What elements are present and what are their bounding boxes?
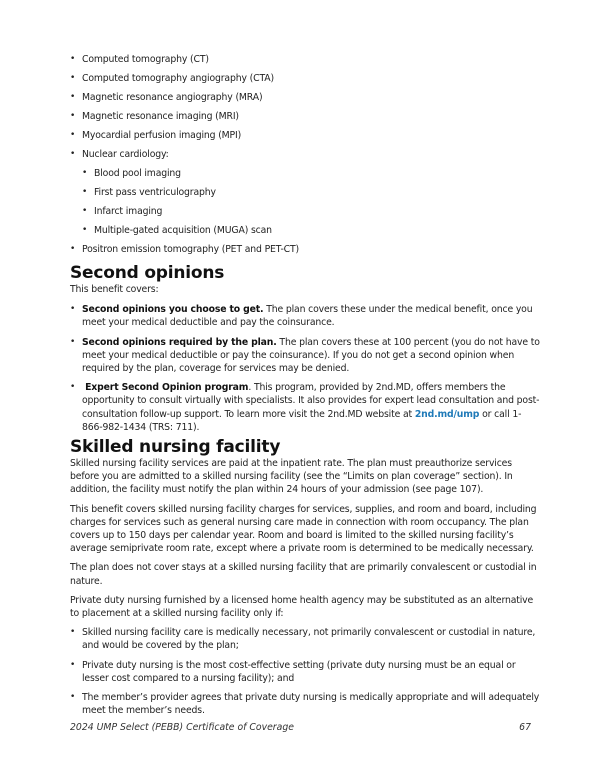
item-text: The plan covers these at 100 percent (you do not have to meet your medical deductible or pay the coinsurance). If you do not get a second opinion when required by the plan, coverage for services may be denied.: [82, 336, 540, 375]
list-item: [70, 381, 540, 434]
footer-title: 2024 UMP Select (PEBB) Certificate of Coverage: [70, 722, 294, 733]
nuclear-cardiology-sublist: [70, 167, 299, 237]
list-item: • Positron emission tomography (PET and PET-CT): [70, 243, 299, 256]
sub-list-item: • Multiple-gated acquisition (MUGA) scan: [70, 224, 299, 237]
list-item: [70, 336, 540, 376]
sub-list-item: • Infarct imaging: [70, 205, 299, 218]
item-title: Expert Second Opinion program: [82, 382, 249, 394]
sub-list-item: • Blood pool imaging: [70, 167, 299, 180]
sub-list-item: • First pass ventriculography: [70, 186, 299, 199]
list-item: • Magnetic resonance angiography (MRA): [70, 91, 299, 104]
2nd-md-link[interactable]: 2nd.md/ump: [414, 408, 480, 420]
skilled-nursing-section: [70, 437, 540, 723]
paragraph: Skilled nursing facility services are paid at the inpatient rate. The plan must preauthorize services before you are admitted to a skilled nursing facility (see the “Limits on plan coverage” section). In addition, the facility must notify the plan within 24 hours of your admission (see page 107).: [70, 458, 513, 496]
second-opinions-section: [70, 263, 540, 440]
list-item-nuclear-cardiology: [70, 148, 299, 237]
list-item: • Magnetic resonance imaging (MRI): [70, 110, 299, 123]
paragraph: This benefit covers skilled nursing facility charges for services, supplies, and room and board, including charges for services such as general nursing care made in connection with room occupancy. The plan covers up to 150 days per calendar year. Room and board is limited to the skilled nursing facility’s average semiprivate room rate, except where a private room is determined to be medically necessary.: [70, 503, 537, 555]
list-item: • Computed tomography angiography (CTA): [70, 72, 299, 85]
paragraph: Private duty nursing furnished by a licensed home health agency may be substituted as an alternative to placement at a skilled nursing facility only if:: [70, 594, 534, 620]
item-title: Second opinions you choose to get.: [82, 304, 264, 316]
page-number: 67: [519, 722, 531, 733]
second-opinions-list: [70, 303, 540, 434]
section-intro: This benefit covers:: [70, 284, 159, 295]
imaging-list: [70, 53, 299, 262]
item-text: The plan covers these under the medical benefit, once you meet your medical deductible and pay the coinsurance.: [82, 304, 533, 329]
page-footer: [70, 722, 531, 733]
item-title: Second opinions required by the plan.: [82, 336, 277, 348]
list-item: • The member’s provider agrees that private duty nursing is medically appropriate and will adequately meet the member’s needs.: [70, 691, 540, 717]
list-item: • Skilled nursing facility care is medically necessary, not primarily convalescent or custodial in nature, and would be covered by the plan;: [70, 626, 540, 652]
list-item: • Computed tomography (CT): [70, 53, 299, 66]
list-item: • Myocardial perfusion imaging (MPI): [70, 129, 299, 142]
section-heading: Skilled nursing facility: [70, 437, 281, 457]
list-item: [70, 303, 540, 329]
conditions-list: [70, 626, 540, 717]
section-heading: Second opinions: [70, 263, 225, 283]
paragraph: The plan does not cover stays at a skilled nursing facility that are primarily convalescent or custodial in nature.: [70, 562, 537, 587]
item-text-after: or call 1-866-982-1434 (TRS: 711).: [82, 408, 522, 433]
list-item: • Private duty nursing is the most cost-effective setting (private duty nursing must be an equal or lesser cost compared to a nursing facility); and: [70, 659, 540, 685]
item-text: . This program, provided by 2nd.MD, offers members the opportunity to consult virtually with specialists. It also provides for expert lead consultation and post-consultation follow-up support. To learn more visit the 2nd.MD website at: [82, 382, 540, 420]
list-item-label: Nuclear cardiology:: [82, 149, 169, 160]
